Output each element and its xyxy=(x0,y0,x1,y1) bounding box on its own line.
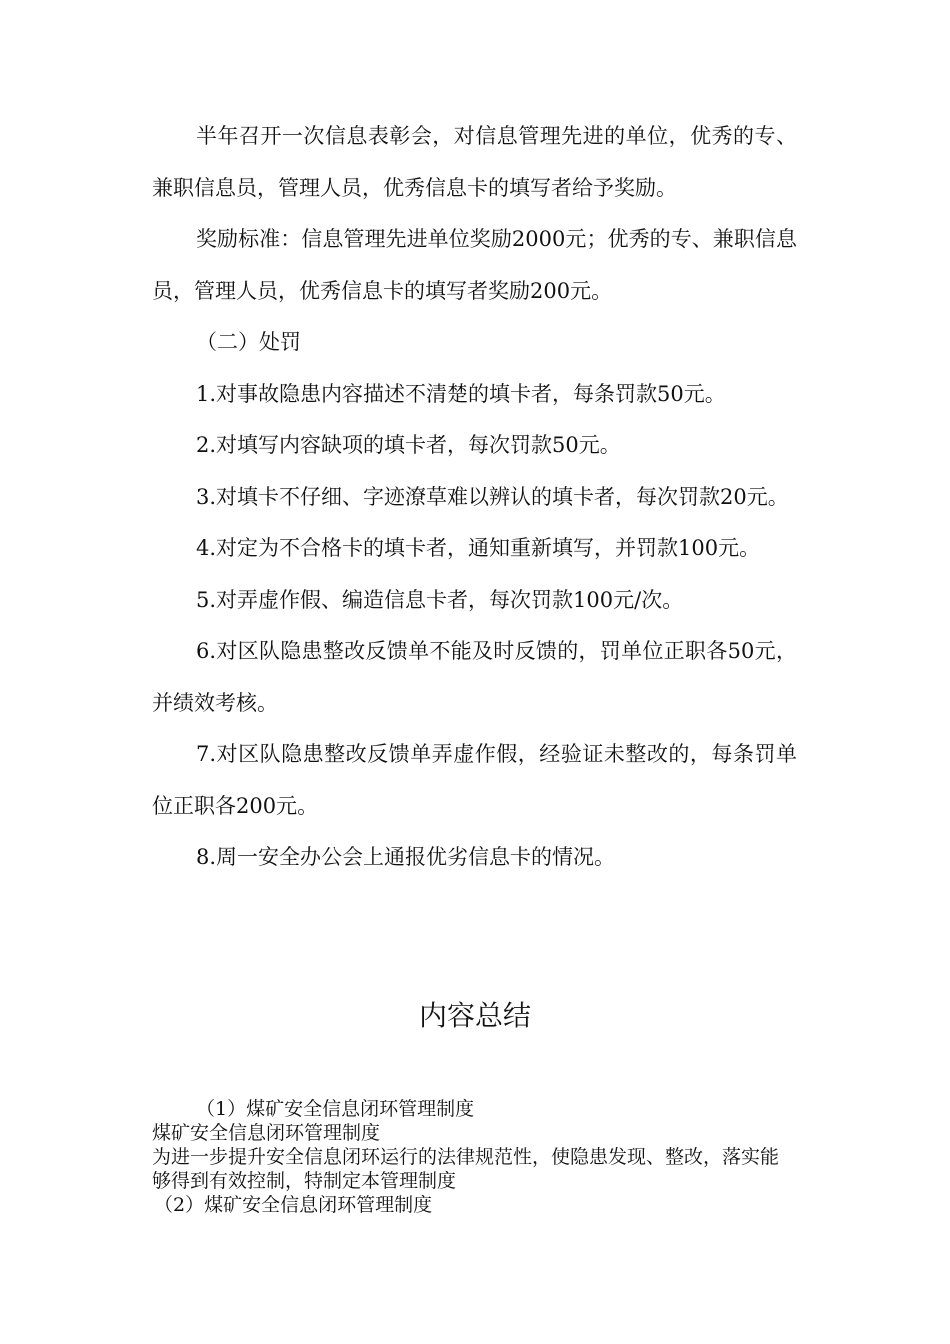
penalty-item-1: 1.对事故隐患内容描述不清楚的填卡者，每条罚款50元。 xyxy=(196,381,726,406)
paragraph-award-meeting: 半年召开一次信息表彰会，对信息管理先进的单位，优秀的专、兼职信息员，管理人员，优秀信息卡的填写者给予奖励。 xyxy=(152,124,797,200)
summary-item-1-heading: （1）煤矿安全信息闭环管理制度 xyxy=(196,1098,475,1120)
paragraph-award-standard: 奖励标准：信息管理先进单位奖励2000元；优秀的专、兼职信息员，管理人员，优秀信息卡的填写者奖励200元。 xyxy=(152,227,797,303)
document-body xyxy=(152,111,797,884)
penalty-item-8: 8.周一安全办公会上通报优劣信息卡的情况。 xyxy=(196,845,616,869)
summary-section xyxy=(152,1097,797,1217)
penalty-item-7: 7.对区队隐患整改反馈单弄虚作假，经验证未整改的，每条罚单位正职各200元。 xyxy=(152,742,797,818)
penalty-item-5: 5.对弄虚作假、编造信息卡者，每次罚款100元/次。 xyxy=(196,587,684,612)
penalty-item-3: 3.对填卡不仔细、字迹潦草难以辨认的填卡者，每次罚款20元。 xyxy=(196,484,789,509)
summary-item-1-body: 为进一步提升安全信息闭环运行的法律规范性，使隐患发现、整改，落实能够得到有效控制，特制定本管理制度 xyxy=(152,1146,780,1192)
penalty-item-2: 2.对填写内容缺项的填卡者，每次罚款50元。 xyxy=(196,433,621,457)
section-heading-penalty: （二）处罚 xyxy=(196,330,301,354)
summary-item-2-heading: （2）煤矿安全信息闭环管理制度 xyxy=(154,1194,433,1216)
summary-title: 内容总结 xyxy=(418,999,531,1032)
summary-item-1-title: 煤矿安全信息闭环管理制度 xyxy=(152,1122,381,1144)
penalty-item-6: 6.对区队隐患整改反馈单不能及时反馈的，罚单位正职各50元，并绩效考核。 xyxy=(152,639,797,715)
penalty-item-4: 4.对定为不合格卡的填卡者，通知重新填写，并罚款100元。 xyxy=(196,536,761,560)
